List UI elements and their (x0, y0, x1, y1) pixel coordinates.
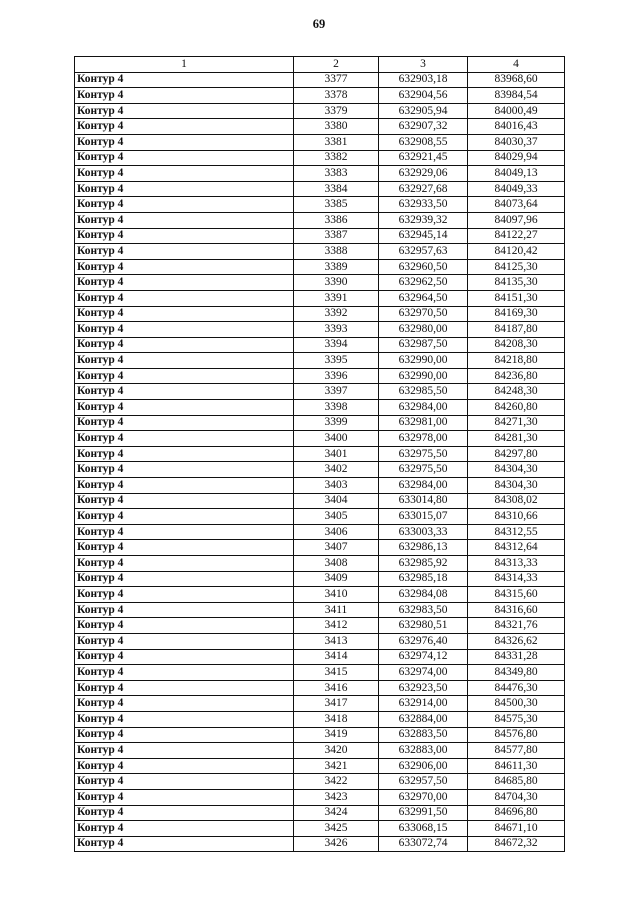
point-number-cell: 3385 (294, 197, 379, 213)
y-coordinate-cell: 84696,80 (468, 805, 565, 821)
y-coordinate-cell: 84577,80 (468, 743, 565, 759)
table-row (75, 119, 565, 135)
x-coordinate-cell: 633003,33 (379, 524, 468, 540)
y-coordinate-cell: 84248,30 (468, 384, 565, 400)
y-coordinate-cell: 84314,33 (468, 571, 565, 587)
point-number-cell: 3425 (294, 821, 379, 837)
table-row (75, 556, 565, 572)
point-number-cell: 3415 (294, 665, 379, 681)
point-number-cell: 3405 (294, 509, 379, 525)
contour-name-cell: Контур 4 (75, 789, 294, 805)
y-coordinate-cell: 84120,42 (468, 244, 565, 260)
point-number-cell: 3407 (294, 540, 379, 556)
contour-name-cell: Контур 4 (75, 244, 294, 260)
y-coordinate-cell: 84122,27 (468, 228, 565, 244)
table-row (75, 665, 565, 681)
table-row (75, 197, 565, 213)
contour-name-cell: Контур 4 (75, 696, 294, 712)
table-row (75, 493, 565, 509)
point-number-cell: 3404 (294, 493, 379, 509)
x-coordinate-cell: 632991,50 (379, 805, 468, 821)
contour-name-cell: Контур 4 (75, 727, 294, 743)
table-row (75, 571, 565, 587)
table-row (75, 805, 565, 821)
x-coordinate-cell: 632976,40 (379, 633, 468, 649)
contour-name-cell: Контур 4 (75, 306, 294, 322)
y-coordinate-cell: 84500,30 (468, 696, 565, 712)
y-coordinate-cell: 84611,30 (468, 758, 565, 774)
point-number-cell: 3399 (294, 415, 379, 431)
y-coordinate-cell: 84151,30 (468, 290, 565, 306)
table-row (75, 789, 565, 805)
coordinates-table (74, 56, 565, 852)
x-coordinate-cell: 632980,51 (379, 618, 468, 634)
contour-name-cell: Контур 4 (75, 805, 294, 821)
contour-name-cell: Контур 4 (75, 774, 294, 790)
x-coordinate-cell: 632908,55 (379, 134, 468, 150)
point-number-cell: 3424 (294, 805, 379, 821)
table-row (75, 462, 565, 478)
contour-name-cell: Контур 4 (75, 400, 294, 416)
contour-name-cell: Контур 4 (75, 166, 294, 182)
contour-name-cell: Контур 4 (75, 587, 294, 603)
y-coordinate-cell: 84304,30 (468, 478, 565, 494)
y-coordinate-cell: 84260,80 (468, 400, 565, 416)
table-row (75, 774, 565, 790)
point-number-cell: 3380 (294, 119, 379, 135)
y-coordinate-cell: 84331,28 (468, 649, 565, 665)
point-number-cell: 3388 (294, 244, 379, 260)
table-row (75, 244, 565, 260)
point-number-cell: 3391 (294, 290, 379, 306)
x-coordinate-cell: 633014,80 (379, 493, 468, 509)
y-coordinate-cell: 84208,30 (468, 337, 565, 353)
table-row (75, 696, 565, 712)
contour-name-cell: Контур 4 (75, 649, 294, 665)
contour-name-cell: Контур 4 (75, 493, 294, 509)
contour-name-cell: Контур 4 (75, 618, 294, 634)
x-coordinate-cell: 632980,00 (379, 322, 468, 338)
y-coordinate-cell: 84030,37 (468, 134, 565, 150)
column-header-2: 2 (294, 57, 379, 73)
column-header-1: 1 (75, 57, 294, 73)
point-number-cell: 3383 (294, 166, 379, 182)
table-row (75, 540, 565, 556)
point-number-cell: 3419 (294, 727, 379, 743)
point-number-cell: 3418 (294, 711, 379, 727)
point-number-cell: 3403 (294, 478, 379, 494)
x-coordinate-cell: 632957,50 (379, 774, 468, 790)
table-row (75, 134, 565, 150)
point-number-cell: 3400 (294, 431, 379, 447)
table-row (75, 680, 565, 696)
y-coordinate-cell: 84000,49 (468, 103, 565, 119)
y-coordinate-cell: 84349,80 (468, 665, 565, 681)
y-coordinate-cell: 84312,64 (468, 540, 565, 556)
table-row (75, 587, 565, 603)
contour-name-cell: Контур 4 (75, 478, 294, 494)
x-coordinate-cell: 632974,12 (379, 649, 468, 665)
contour-name-cell: Контур 4 (75, 462, 294, 478)
x-coordinate-cell: 632914,00 (379, 696, 468, 712)
y-coordinate-cell: 84576,80 (468, 727, 565, 743)
x-coordinate-cell: 632906,00 (379, 758, 468, 774)
point-number-cell: 3392 (294, 306, 379, 322)
y-coordinate-cell: 84575,30 (468, 711, 565, 727)
contour-name-cell: Контур 4 (75, 743, 294, 759)
x-coordinate-cell: 632970,50 (379, 306, 468, 322)
point-number-cell: 3411 (294, 602, 379, 618)
contour-name-cell: Контур 4 (75, 322, 294, 338)
contour-name-cell: Контур 4 (75, 150, 294, 166)
point-number-cell: 3414 (294, 649, 379, 665)
y-coordinate-cell: 84187,80 (468, 322, 565, 338)
page-number: 69 (312, 17, 326, 31)
table-row (75, 181, 565, 197)
contour-name-cell: Контур 4 (75, 836, 294, 852)
table-row (75, 821, 565, 837)
point-number-cell: 3410 (294, 587, 379, 603)
contour-name-cell: Контур 4 (75, 212, 294, 228)
point-number-cell: 3422 (294, 774, 379, 790)
table-row (75, 618, 565, 634)
table-row (75, 322, 565, 338)
table-row (75, 275, 565, 291)
contour-name-cell: Контур 4 (75, 556, 294, 572)
x-coordinate-cell: 632985,92 (379, 556, 468, 572)
table-row (75, 431, 565, 447)
x-coordinate-cell: 632975,50 (379, 462, 468, 478)
y-coordinate-cell: 84029,94 (468, 150, 565, 166)
point-number-cell: 3386 (294, 212, 379, 228)
point-number-cell: 3423 (294, 789, 379, 805)
table-row (75, 103, 565, 119)
y-coordinate-cell: 84321,76 (468, 618, 565, 634)
y-coordinate-cell: 84049,13 (468, 166, 565, 182)
x-coordinate-cell: 633068,15 (379, 821, 468, 837)
y-coordinate-cell: 84135,30 (468, 275, 565, 291)
x-coordinate-cell: 632985,18 (379, 571, 468, 587)
table-row (75, 337, 565, 353)
y-coordinate-cell: 84704,30 (468, 789, 565, 805)
contour-name-cell: Контур 4 (75, 103, 294, 119)
x-coordinate-cell: 632884,00 (379, 711, 468, 727)
point-number-cell: 3409 (294, 571, 379, 587)
x-coordinate-cell: 632978,00 (379, 431, 468, 447)
x-coordinate-cell: 632974,00 (379, 665, 468, 681)
point-number-cell: 3378 (294, 88, 379, 104)
contour-name-cell: Контур 4 (75, 602, 294, 618)
contour-name-cell: Контур 4 (75, 758, 294, 774)
contour-name-cell: Контур 4 (75, 353, 294, 369)
y-coordinate-cell: 84169,30 (468, 306, 565, 322)
y-coordinate-cell: 84304,30 (468, 462, 565, 478)
point-number-cell: 3398 (294, 400, 379, 416)
table-row (75, 727, 565, 743)
table-header-row (75, 57, 565, 73)
y-coordinate-cell: 84236,80 (468, 368, 565, 384)
x-coordinate-cell: 632970,00 (379, 789, 468, 805)
y-coordinate-cell: 84312,55 (468, 524, 565, 540)
x-coordinate-cell: 632883,50 (379, 727, 468, 743)
table-row (75, 259, 565, 275)
y-coordinate-cell: 84097,96 (468, 212, 565, 228)
point-number-cell: 3413 (294, 633, 379, 649)
table-row (75, 415, 565, 431)
table-row (75, 836, 565, 852)
x-coordinate-cell: 632929,06 (379, 166, 468, 182)
x-coordinate-cell: 632975,50 (379, 446, 468, 462)
x-coordinate-cell: 632985,50 (379, 384, 468, 400)
point-number-cell: 3382 (294, 150, 379, 166)
table-row (75, 290, 565, 306)
x-coordinate-cell: 632984,08 (379, 587, 468, 603)
column-header-4: 4 (468, 57, 565, 73)
point-number-cell: 3406 (294, 524, 379, 540)
y-coordinate-cell: 84125,30 (468, 259, 565, 275)
table-row (75, 72, 565, 88)
x-coordinate-cell: 632986,13 (379, 540, 468, 556)
table-row (75, 228, 565, 244)
contour-name-cell: Контур 4 (75, 446, 294, 462)
y-coordinate-cell: 84218,80 (468, 353, 565, 369)
x-coordinate-cell: 632984,00 (379, 400, 468, 416)
y-coordinate-cell: 84281,30 (468, 431, 565, 447)
contour-name-cell: Контур 4 (75, 711, 294, 727)
table-row (75, 478, 565, 494)
y-coordinate-cell: 84297,80 (468, 446, 565, 462)
table-row (75, 743, 565, 759)
point-number-cell: 3389 (294, 259, 379, 275)
contour-name-cell: Контур 4 (75, 665, 294, 681)
contour-name-cell: Контур 4 (75, 337, 294, 353)
point-number-cell: 3384 (294, 181, 379, 197)
column-header-3: 3 (379, 57, 468, 73)
table-row (75, 400, 565, 416)
table-row (75, 758, 565, 774)
point-number-cell: 3412 (294, 618, 379, 634)
x-coordinate-cell: 632964,50 (379, 290, 468, 306)
table-row (75, 384, 565, 400)
x-coordinate-cell: 633072,74 (379, 836, 468, 852)
table-row (75, 633, 565, 649)
x-coordinate-cell: 632957,63 (379, 244, 468, 260)
contour-name-cell: Контур 4 (75, 384, 294, 400)
contour-name-cell: Контур 4 (75, 88, 294, 104)
table-row (75, 150, 565, 166)
y-coordinate-cell: 84271,30 (468, 415, 565, 431)
contour-name-cell: Контур 4 (75, 197, 294, 213)
x-coordinate-cell: 632905,94 (379, 103, 468, 119)
contour-name-cell: Контур 4 (75, 290, 294, 306)
contour-name-cell: Контур 4 (75, 633, 294, 649)
y-coordinate-cell: 84672,32 (468, 836, 565, 852)
x-coordinate-cell: 632907,32 (379, 119, 468, 135)
y-coordinate-cell: 84316,60 (468, 602, 565, 618)
point-number-cell: 3402 (294, 462, 379, 478)
table-row (75, 509, 565, 525)
contour-name-cell: Контур 4 (75, 540, 294, 556)
y-coordinate-cell: 84315,60 (468, 587, 565, 603)
table-row (75, 711, 565, 727)
y-coordinate-cell: 83968,60 (468, 72, 565, 88)
point-number-cell: 3381 (294, 134, 379, 150)
y-coordinate-cell: 84308,02 (468, 493, 565, 509)
x-coordinate-cell: 633015,07 (379, 509, 468, 525)
contour-name-cell: Контур 4 (75, 415, 294, 431)
point-number-cell: 3417 (294, 696, 379, 712)
point-number-cell: 3387 (294, 228, 379, 244)
y-coordinate-cell: 84685,80 (468, 774, 565, 790)
contour-name-cell: Контур 4 (75, 571, 294, 587)
contour-name-cell: Контур 4 (75, 72, 294, 88)
table-row (75, 368, 565, 384)
contour-name-cell: Контур 4 (75, 275, 294, 291)
contour-name-cell: Контур 4 (75, 524, 294, 540)
point-number-cell: 3401 (294, 446, 379, 462)
table-row (75, 602, 565, 618)
y-coordinate-cell: 84073,64 (468, 197, 565, 213)
table-row (75, 446, 565, 462)
contour-name-cell: Контур 4 (75, 368, 294, 384)
y-coordinate-cell: 84016,43 (468, 119, 565, 135)
contour-name-cell: Контур 4 (75, 181, 294, 197)
point-number-cell: 3390 (294, 275, 379, 291)
y-coordinate-cell: 84310,66 (468, 509, 565, 525)
x-coordinate-cell: 632981,00 (379, 415, 468, 431)
y-coordinate-cell: 84476,30 (468, 680, 565, 696)
x-coordinate-cell: 632933,50 (379, 197, 468, 213)
point-number-cell: 3421 (294, 758, 379, 774)
table-row (75, 88, 565, 104)
table-body (75, 72, 565, 852)
point-number-cell: 3395 (294, 353, 379, 369)
x-coordinate-cell: 632984,00 (379, 478, 468, 494)
table-row (75, 212, 565, 228)
x-coordinate-cell: 632903,18 (379, 72, 468, 88)
contour-name-cell: Контур 4 (75, 119, 294, 135)
contour-name-cell: Контур 4 (75, 509, 294, 525)
x-coordinate-cell: 632939,32 (379, 212, 468, 228)
contour-name-cell: Контур 4 (75, 134, 294, 150)
point-number-cell: 3377 (294, 72, 379, 88)
y-coordinate-cell: 84313,33 (468, 556, 565, 572)
y-coordinate-cell: 83984,54 (468, 88, 565, 104)
x-coordinate-cell: 632962,50 (379, 275, 468, 291)
x-coordinate-cell: 632990,00 (379, 353, 468, 369)
point-number-cell: 3396 (294, 368, 379, 384)
point-number-cell: 3393 (294, 322, 379, 338)
x-coordinate-cell: 632945,14 (379, 228, 468, 244)
point-number-cell: 3397 (294, 384, 379, 400)
x-coordinate-cell: 632927,68 (379, 181, 468, 197)
table-row (75, 166, 565, 182)
point-number-cell: 3416 (294, 680, 379, 696)
contour-name-cell: Контур 4 (75, 680, 294, 696)
y-coordinate-cell: 84049,33 (468, 181, 565, 197)
point-number-cell: 3379 (294, 103, 379, 119)
point-number-cell: 3426 (294, 836, 379, 852)
x-coordinate-cell: 632983,50 (379, 602, 468, 618)
x-coordinate-cell: 632883,00 (379, 743, 468, 759)
x-coordinate-cell: 632923,50 (379, 680, 468, 696)
y-coordinate-cell: 84671,10 (468, 821, 565, 837)
table-row (75, 306, 565, 322)
x-coordinate-cell: 632960,50 (379, 259, 468, 275)
point-number-cell: 3420 (294, 743, 379, 759)
point-number-cell: 3408 (294, 556, 379, 572)
x-coordinate-cell: 632904,56 (379, 88, 468, 104)
table-row (75, 353, 565, 369)
contour-name-cell: Контур 4 (75, 431, 294, 447)
x-coordinate-cell: 632921,45 (379, 150, 468, 166)
contour-name-cell: Контур 4 (75, 821, 294, 837)
table-row (75, 649, 565, 665)
table-row (75, 524, 565, 540)
contour-name-cell: Контур 4 (75, 259, 294, 275)
x-coordinate-cell: 632990,00 (379, 368, 468, 384)
point-number-cell: 3394 (294, 337, 379, 353)
x-coordinate-cell: 632987,50 (379, 337, 468, 353)
y-coordinate-cell: 84326,62 (468, 633, 565, 649)
contour-name-cell: Контур 4 (75, 228, 294, 244)
